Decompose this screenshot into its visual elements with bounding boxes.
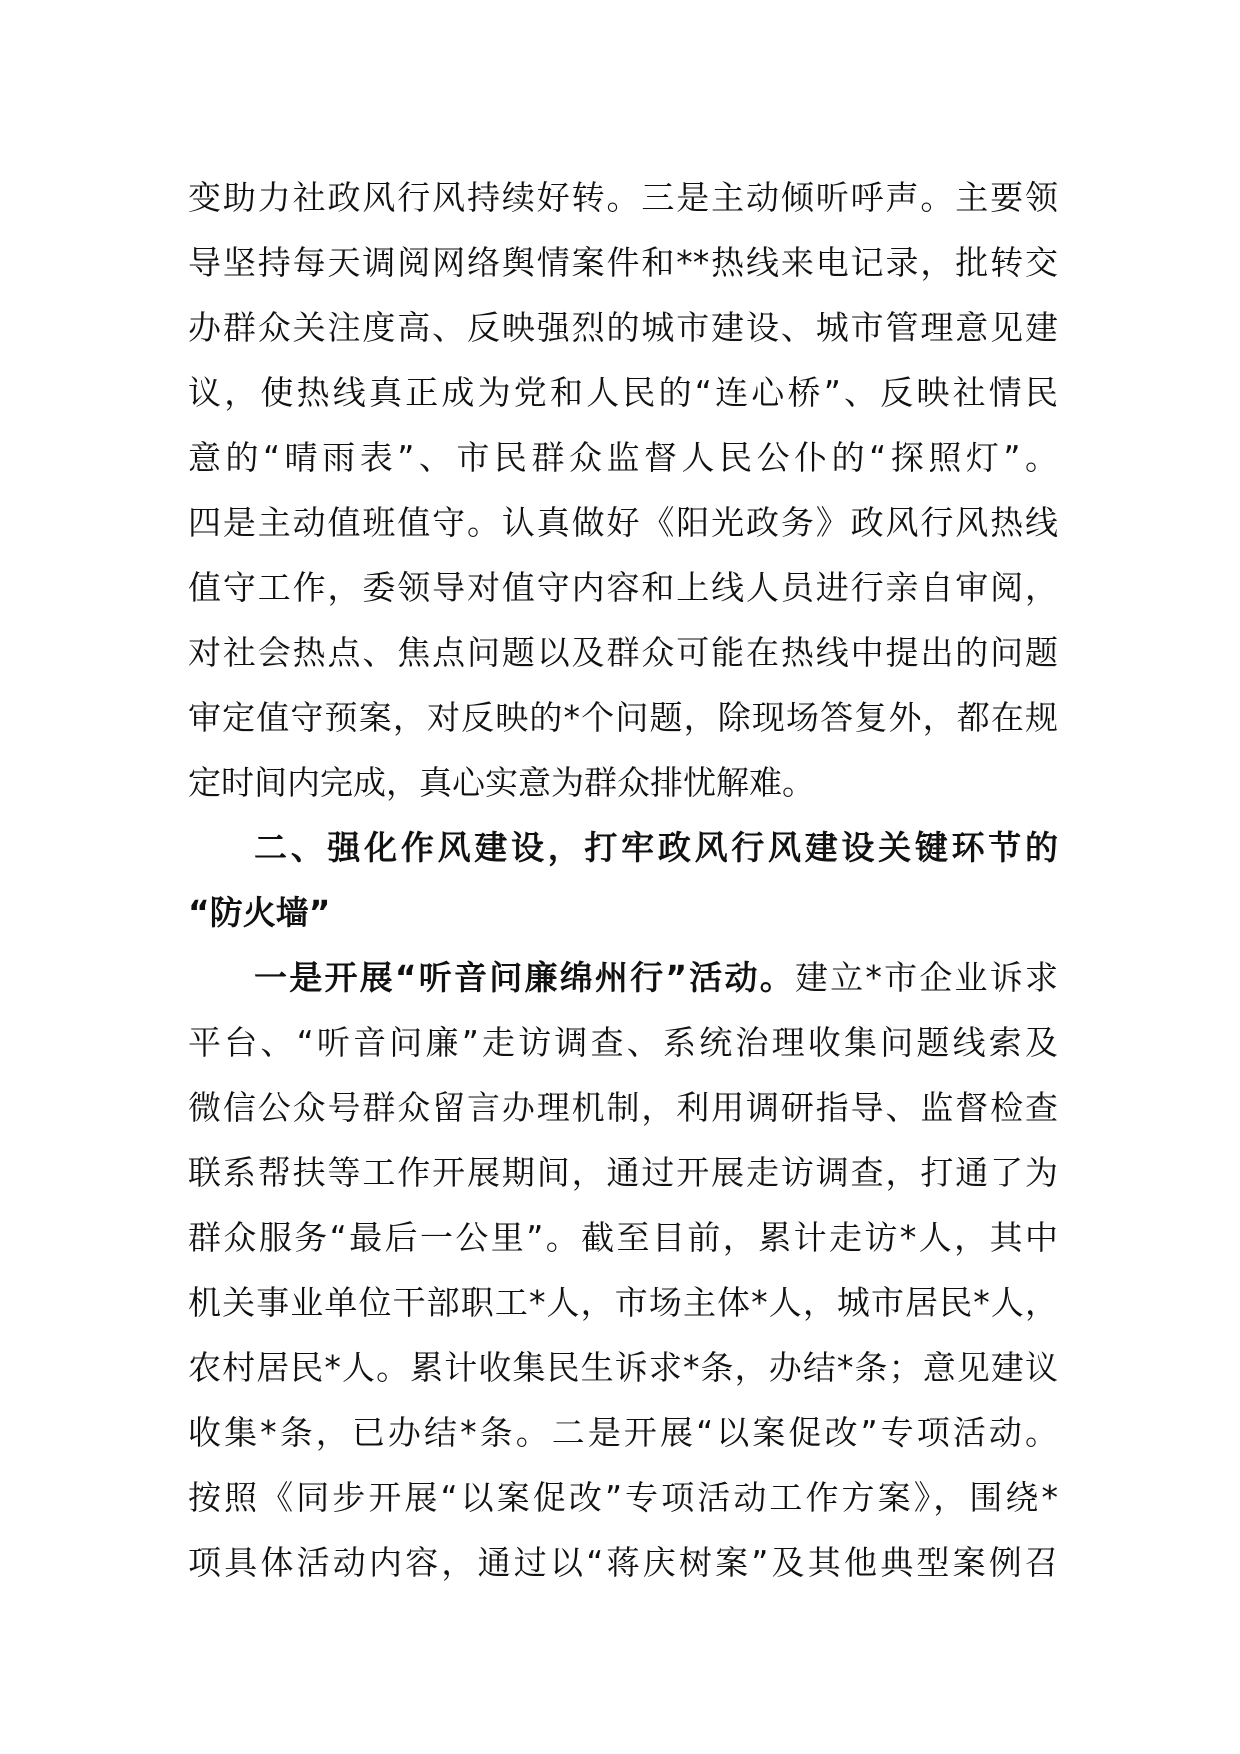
- text-line: 议，使热线真正成为党和人民的“连心桥”、反映社情民: [188, 373, 1058, 412]
- text-line: 平台、“听音问廉”走访调查、系统治理收集问题线索及: [188, 1023, 1058, 1062]
- paragraph: [188, 945, 1058, 1595]
- lead-text: 建立*市企业诉求: [794, 958, 1058, 997]
- document-body: [188, 165, 1058, 1595]
- text-line: 联系帮扶等工作开展期间，通过开展走访调查，打通了为: [188, 1153, 1058, 1192]
- text-line: 机关事业单位干部职工*人，市场主体*人，城市居民*人，: [188, 1283, 1058, 1322]
- heading-line: “防火墙”: [188, 893, 331, 932]
- text-line: 导坚持每天调阅网络舆情案件和**热线来电记录，批转交: [188, 243, 1058, 282]
- text-line: 意的“晴雨表”、市民群众监督人民公仆的“探照灯”。: [188, 438, 1058, 477]
- text-line: 定时间内完成，真心实意为群众排忧解难。: [188, 763, 815, 802]
- text-line: 四是主动值班值守。认真做好《阳光政务》政风行风热线: [188, 503, 1058, 542]
- text-line: [188, 945, 1058, 1010]
- text-line: 群众服务“最后一公里”。截至目前，累计走访*人，其中: [188, 1218, 1058, 1257]
- text-line: 变助力社政风行风持续好转。三是主动倾听呼声。主要领: [188, 178, 1058, 217]
- text-line: 农村居民*人。累计收集民生诉求*条，办结*条；意见建议: [188, 1348, 1058, 1387]
- bold-lead-text: 一是开展“听音问廉绵州行”活动。: [254, 958, 795, 997]
- section-heading: [188, 815, 1058, 945]
- text-line: 按照《同步开展“以案促改”专项活动工作方案》，围绕*: [188, 1478, 1058, 1517]
- text-line: 微信公众号群众留言办理机制，利用调研指导、监督检查: [188, 1088, 1058, 1127]
- text-line: 值守工作，委领导对值守内容和上线人员进行亲自审阅，: [188, 568, 1058, 607]
- text-line: 对社会热点、焦点问题以及群众可能在热线中提出的问题: [188, 633, 1058, 672]
- paragraph: [188, 165, 1058, 815]
- text-line: 收集*条，已办结*条。二是开展“以案促改”专项活动。: [188, 1413, 1058, 1452]
- text-line: 办群众关注度高、反映强烈的城市建设、城市管理意见建: [188, 308, 1058, 347]
- heading-line: 二、强化作风建设，打牢政风行风建设关键环节的: [254, 828, 1058, 867]
- text-line: 项具体活动内容，通过以“蒋庆树案”及其他典型案例召: [188, 1543, 1058, 1582]
- text-line: 审定值守预案，对反映的*个问题，除现场答复外，都在规: [188, 698, 1058, 737]
